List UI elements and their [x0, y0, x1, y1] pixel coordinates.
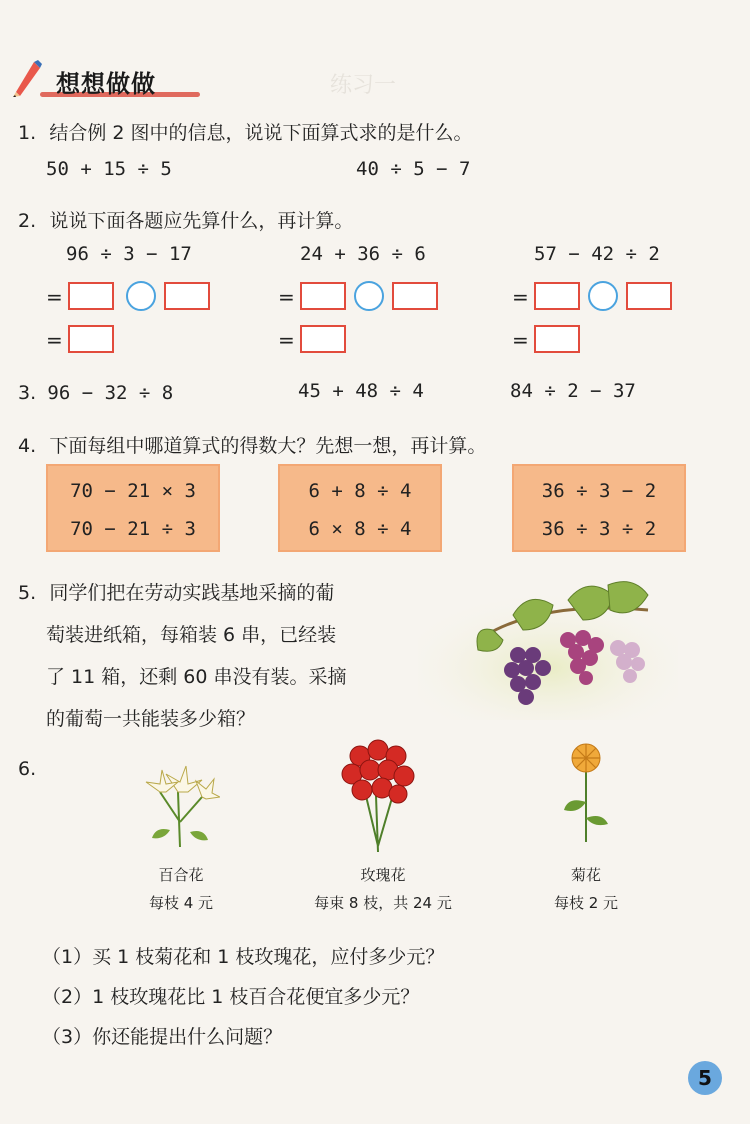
comparison-group	[278, 464, 442, 552]
equals-sign: =	[512, 285, 529, 309]
question-line: 的葡萄一共能装多少箱？	[46, 708, 256, 730]
expression-top: 70 − 21 × 3	[70, 480, 196, 502]
equals-sign: =	[512, 328, 529, 352]
answer-box[interactable]	[300, 325, 346, 353]
question-number: 6.	[18, 758, 37, 780]
comparison-group	[46, 464, 220, 552]
q2-expression-a: 96 ÷ 3 − 17	[66, 243, 192, 265]
q2-expression-b: 24 + 36 ÷ 6	[300, 243, 426, 265]
equals-sign: =	[278, 328, 295, 352]
sub-question-2: （2）1 枝玫瑰花比 1 枝百合花便宜多少元？	[42, 986, 420, 1008]
flower-price: 每枝 2 元	[553, 894, 619, 912]
flower-name: 玫瑰花	[360, 866, 406, 884]
q1-expression-a: 50 + 15 ÷ 5	[46, 158, 172, 180]
question-2	[18, 206, 353, 233]
expression-bottom: 70 − 21 ÷ 3	[70, 518, 196, 540]
question-line: 萄装进纸箱，每箱装 6 串，已经装	[46, 624, 337, 646]
answer-box[interactable]	[392, 282, 438, 310]
question-number: 3.	[18, 382, 37, 404]
operator-circle[interactable]	[126, 281, 156, 311]
flower-price: 每束 8 枝，共 24 元	[314, 894, 452, 912]
question-number: 2.	[18, 210, 37, 232]
grapes-illustration	[418, 570, 678, 735]
expression-top: 6 + 8 ÷ 4	[308, 480, 412, 502]
equals-sign: =	[278, 285, 295, 309]
equals-sign: =	[46, 328, 63, 352]
section-header	[10, 60, 190, 102]
question-5	[18, 578, 334, 605]
q3-expression-a: 96 − 32 ÷ 8	[47, 382, 174, 404]
answer-box[interactable]	[300, 282, 346, 310]
answer-box[interactable]	[68, 282, 114, 310]
q2-expression-c: 57 − 42 ÷ 2	[534, 243, 660, 265]
answer-box[interactable]	[164, 282, 210, 310]
comparison-group	[512, 464, 686, 552]
flower-name: 菊花	[570, 866, 601, 884]
operator-circle[interactable]	[354, 281, 384, 311]
question-1	[18, 118, 473, 145]
question-line: 同学们把在劳动实践基地采摘的葡	[49, 582, 335, 604]
lily-icon	[140, 752, 220, 852]
question-number: 1.	[18, 122, 37, 144]
question-3	[18, 380, 173, 405]
answer-box[interactable]	[534, 325, 580, 353]
page-number: 5	[688, 1061, 722, 1095]
question-text: 结合例 2 图中的信息，说说下面算式求的是什么。	[49, 122, 473, 144]
answer-box[interactable]	[534, 282, 580, 310]
q1-expression-b: 40 ÷ 5 − 7	[356, 158, 471, 180]
chrysanthemum-icon	[556, 740, 616, 844]
answer-box[interactable]	[68, 325, 114, 353]
bleed-through-text: 练习一	[330, 73, 397, 98]
question-line: 了 11 箱，还剩 60 串没有装。采摘	[46, 666, 347, 688]
q3-expression-b: 45 + 48 ÷ 4	[298, 380, 424, 402]
equals-sign: =	[46, 285, 63, 309]
section-title: 想想做做	[56, 70, 156, 98]
rose-icon	[338, 736, 418, 854]
flower-price: 每枝 4 元	[148, 894, 214, 912]
q3-expression-c: 84 ÷ 2 − 37	[510, 380, 636, 402]
answer-box[interactable]	[626, 282, 672, 310]
expression-bottom: 6 × 8 ÷ 4	[308, 518, 412, 540]
question-text: 下面每组中哪道算式的得数大？先想一想，再计算。	[49, 435, 487, 457]
expression-top: 36 ÷ 3 − 2	[541, 480, 657, 502]
sub-question-1: （1）买 1 枝菊花和 1 枝玫瑰花，应付多少元？	[42, 946, 445, 968]
question-number: 5.	[18, 582, 37, 604]
expression-bottom: 36 ÷ 3 ÷ 2	[541, 518, 657, 540]
sub-question-3: （3）你还能提出什么问题？	[42, 1026, 283, 1048]
question-text: 说说下面各题应先算什么，再计算。	[49, 210, 354, 232]
operator-circle[interactable]	[588, 281, 618, 311]
flower-name: 百合花	[158, 866, 204, 884]
question-number: 4.	[18, 435, 37, 457]
question-4	[18, 431, 486, 458]
